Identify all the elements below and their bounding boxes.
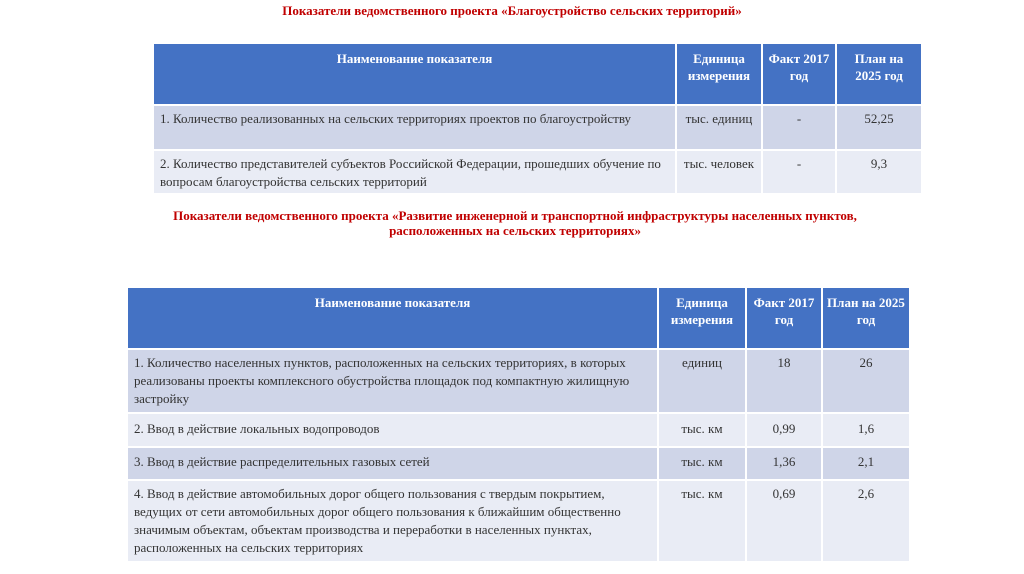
row-fact: 18 (746, 349, 822, 413)
row-fact: - (762, 105, 836, 150)
row-unit: единиц (658, 349, 746, 413)
header-fact: Факт 2017 год (762, 43, 836, 105)
row-fact: 0,69 (746, 480, 822, 562)
row-plan: 2,1 (822, 447, 910, 480)
header-name: Наименование показателя (127, 287, 658, 349)
row-name: 1. Количество реализованных на сельских территориях проектов по благоустройству (153, 105, 676, 150)
table-row (127, 447, 910, 480)
table-header-row (153, 43, 922, 105)
row-plan: 2,6 (822, 480, 910, 562)
row-fact: 1,36 (746, 447, 822, 480)
header-name: Наименование показателя (153, 43, 676, 105)
table-row (127, 413, 910, 447)
table-row (127, 349, 910, 413)
row-fact: - (762, 150, 836, 194)
table-header-row (127, 287, 910, 349)
row-unit: тыс. км (658, 413, 746, 447)
row-name: 3. Ввод в действие распределительных газовых сетей (127, 447, 658, 480)
row-plan: 1,6 (822, 413, 910, 447)
row-name: 2. Количество представителей субъектов Российской Федерации, прошедших обучение по вопросам благоустройства сельских территорий (153, 150, 676, 194)
table-row (153, 150, 922, 194)
header-plan: План на 2025 год (836, 43, 922, 105)
row-plan: 26 (822, 349, 910, 413)
header-plan: План на 2025 год (822, 287, 910, 349)
row-name: 1. Количество населенных пунктов, расположенных на сельских территориях, в которых реализованы проекты комплексного обустройства площадок под компактную жилищную застройку (127, 349, 658, 413)
header-unit: Единица измерения (658, 287, 746, 349)
header-fact: Факт 2017 год (746, 287, 822, 349)
row-unit: тыс. единиц (676, 105, 762, 150)
indicators-table-1 (152, 42, 923, 195)
indicators-table-2 (126, 286, 911, 563)
row-fact: 0,99 (746, 413, 822, 447)
row-unit: тыс. км (658, 480, 746, 562)
row-name: 4. Ввод в действие автомобильных дорог общего пользования с твердым покрытием, ведущих от сети автомобильных дорог общего пользования к ближайшим общественно значимым объектам, объектам производства и переработки в населенных пунктах, расположенных на сельских территориях (127, 480, 658, 562)
header-unit: Единица измерения (676, 43, 762, 105)
row-plan: 52,25 (836, 105, 922, 150)
row-unit: тыс. км (658, 447, 746, 480)
row-unit: тыс. человек (676, 150, 762, 194)
section2-title: Показатели ведомственного проекта «Развитие инженерной и транспортной инфраструктуры населенных пунктов, расположенных на сельских территориях» (173, 208, 857, 238)
row-name: 2. Ввод в действие локальных водопроводов (127, 413, 658, 447)
section1-title: Показатели ведомственного проекта «Благоустройство сельских территорий» (282, 3, 742, 18)
table-row (153, 105, 922, 150)
row-plan: 9,3 (836, 150, 922, 194)
table-row (127, 480, 910, 562)
